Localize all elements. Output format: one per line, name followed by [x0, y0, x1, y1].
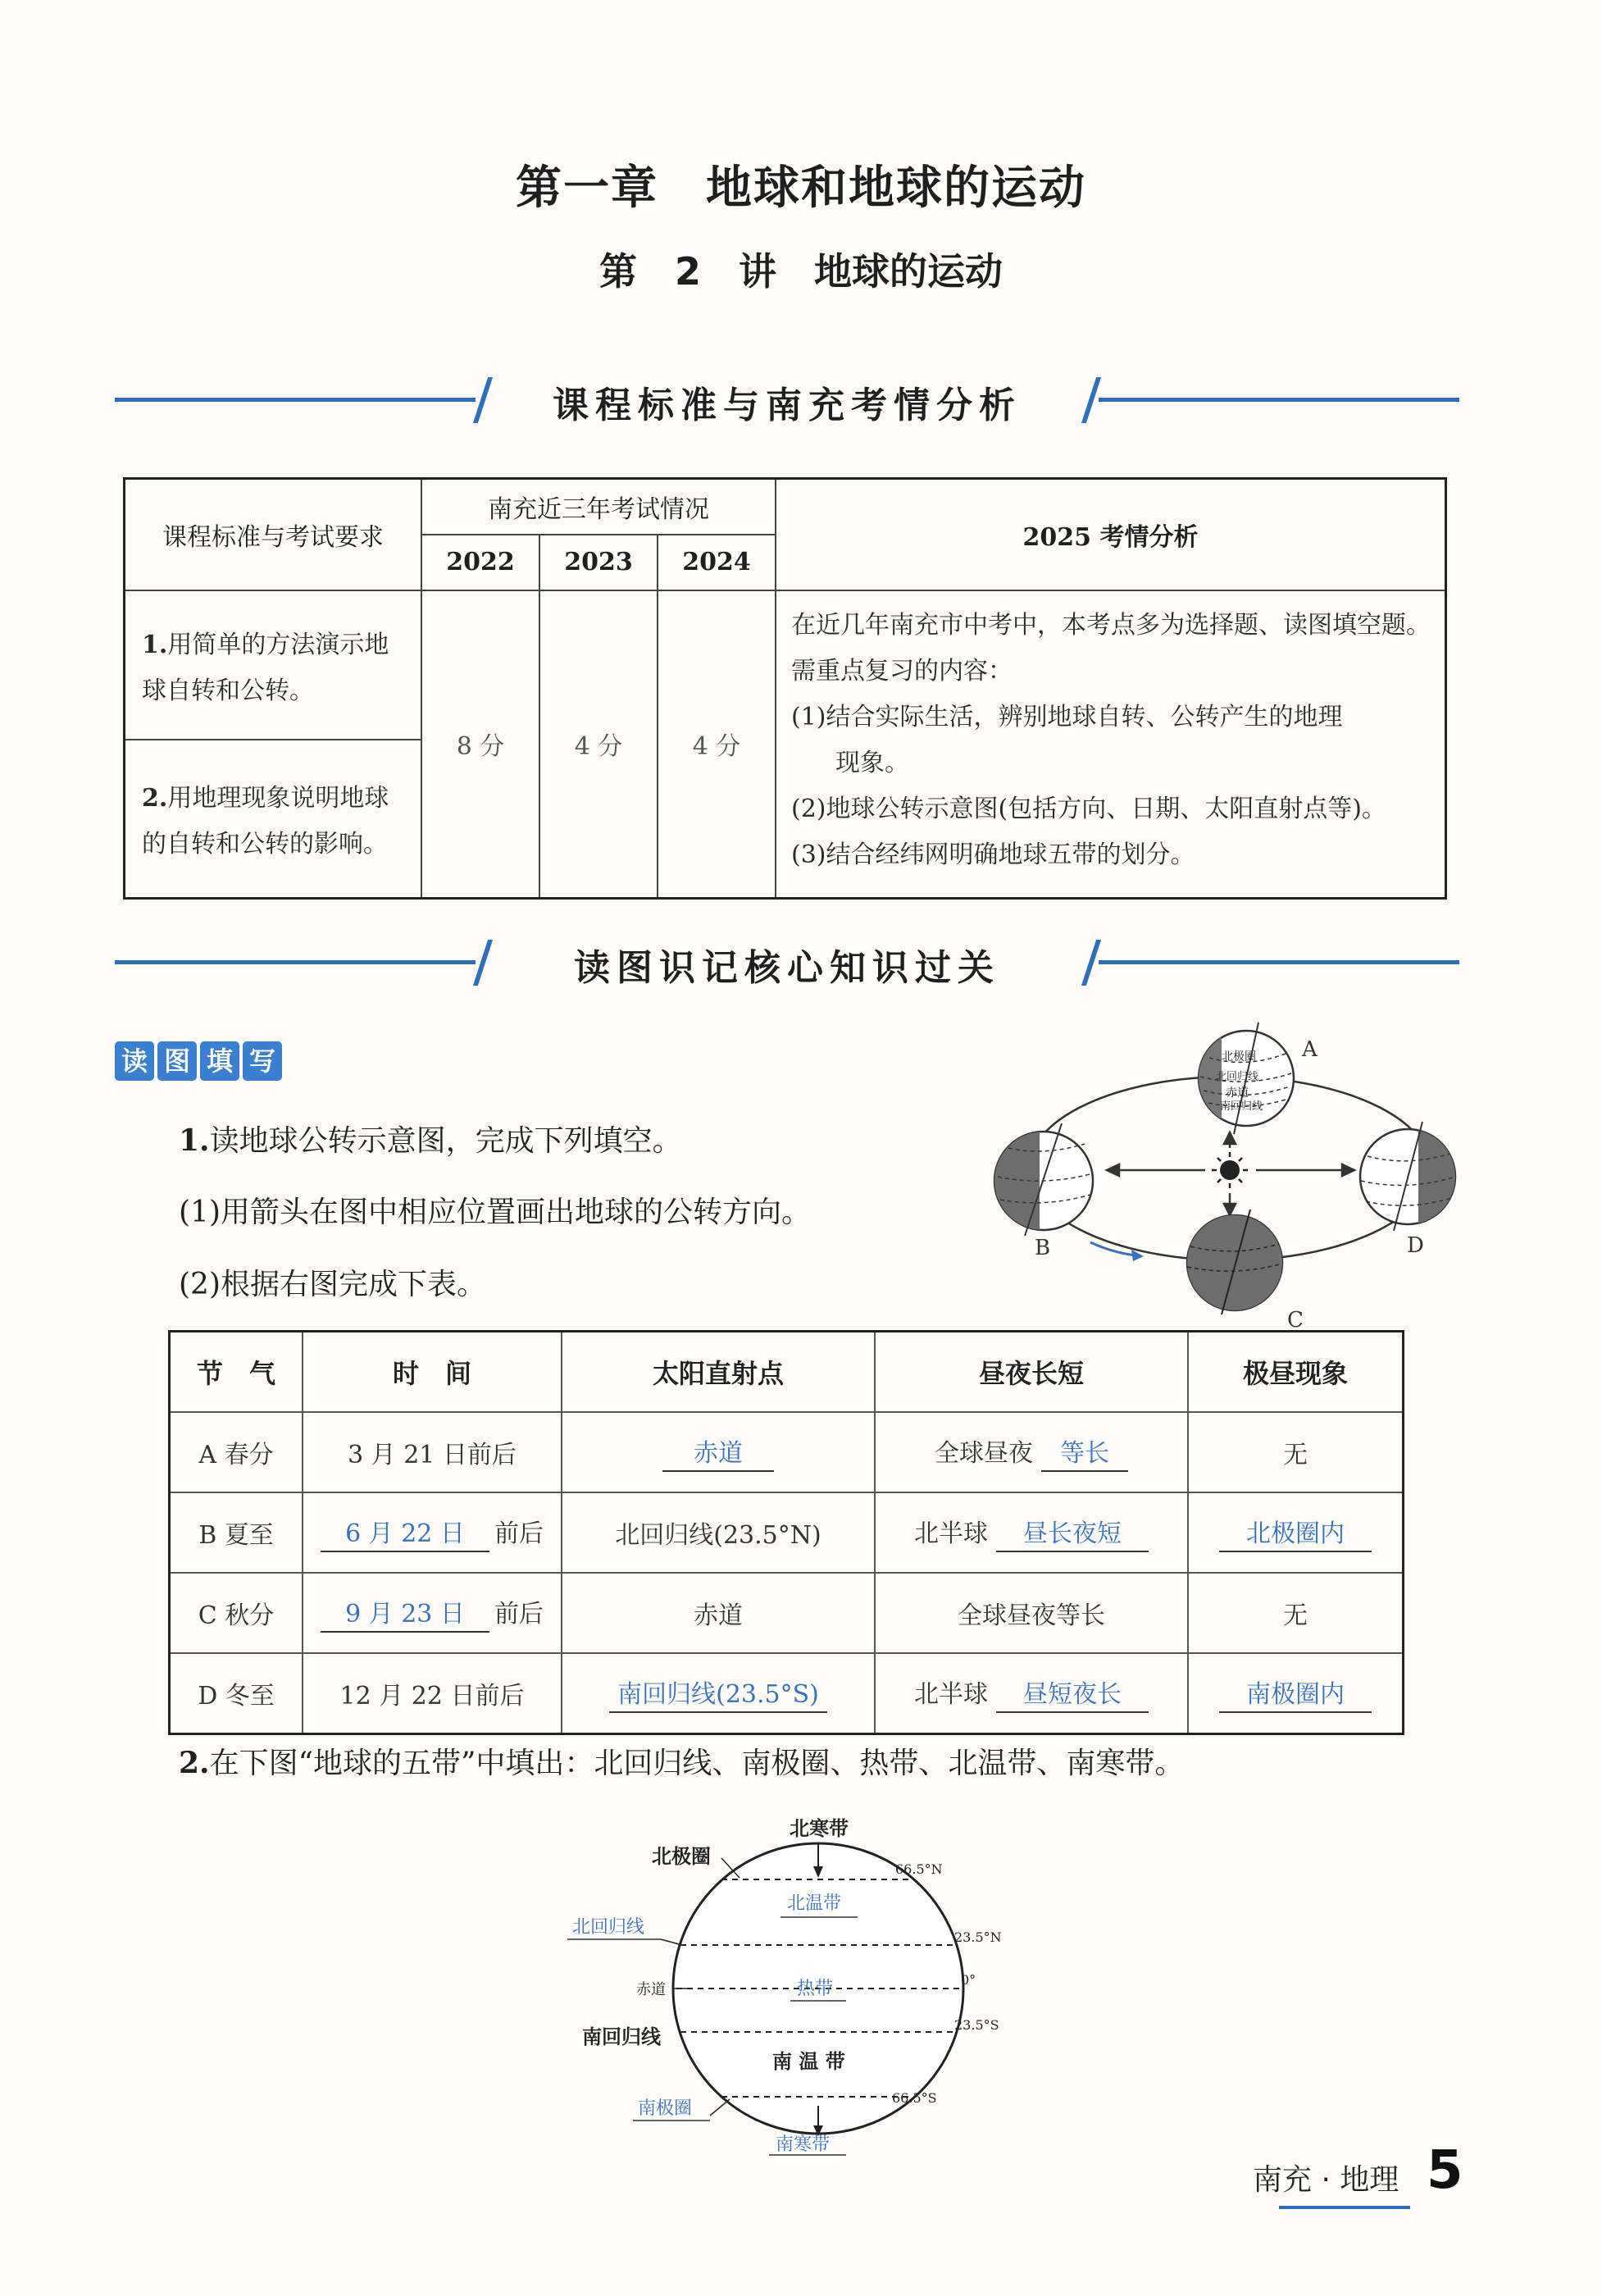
score-2022: 8 分	[421, 590, 539, 899]
question-1-sub-1: (1)用箭头在图中相应位置画出地球的公转方向。	[179, 1196, 811, 1229]
footer-rule	[1279, 2206, 1410, 2209]
row-term: A 春分	[170, 1412, 303, 1492]
tropic-cancer-leader	[661, 1939, 682, 1945]
section-rule-right	[1099, 398, 1459, 402]
row-time	[303, 1492, 562, 1573]
score-2023: 4 分	[539, 590, 658, 899]
answer-fill: 北极圈内	[1219, 1513, 1372, 1552]
antarctic-leader	[710, 2099, 730, 2116]
year-2022: 2022	[421, 535, 539, 590]
chapter-title: 第一章 地球和地球的运动	[516, 162, 1086, 215]
requirement-2	[125, 740, 422, 899]
requirement-num: 2.	[142, 784, 168, 813]
section-rule-left	[115, 398, 476, 402]
row-time	[303, 1412, 562, 1492]
globe-d-label: D	[1407, 1233, 1424, 1258]
lat-23s: 23.5°S	[954, 2017, 999, 2033]
answer-fill: 昼短夜长	[996, 1674, 1149, 1713]
analysis-line: (2)地球公转示意图(包括方向、日期、太阳直射点等)。	[791, 794, 1386, 823]
time-text: 3 月 21 日前后	[348, 1441, 517, 1469]
col-solar-term: 节 气	[170, 1332, 303, 1413]
analysis-cell	[776, 590, 1446, 899]
solar-terms-table	[168, 1330, 1404, 1735]
col-analysis: 2025 考情分析	[776, 479, 1446, 590]
lat-0: 0°	[961, 1972, 976, 1988]
time-text: 前后	[494, 1519, 544, 1548]
table-row	[170, 1412, 1404, 1492]
globe-d	[1360, 1122, 1459, 1231]
analysis-line: 现象。	[835, 748, 909, 777]
lecture-title: 第 2 讲 地球的运动	[598, 249, 1004, 294]
tropic-cancer-fill: 北回归线	[572, 1917, 645, 1938]
question-num: 2.	[179, 1746, 210, 1780]
antarctic-fill: 南极圈	[638, 2098, 693, 2119]
question-num: 1.	[179, 1123, 210, 1158]
analysis-line: (3)结合经纬网明确地球五带的划分。	[791, 840, 1195, 869]
badge-char: 写	[243, 1041, 282, 1081]
row-polar: 无	[1188, 1412, 1404, 1492]
row-sun	[562, 1653, 875, 1734]
answer-fill: 赤道	[662, 1433, 774, 1472]
row-day	[875, 1412, 1188, 1492]
answer-fill: 9 月 23 日	[321, 1593, 489, 1633]
requirement-text: 用简单的方法演示地球自转和公转。	[142, 630, 389, 705]
requirement-1	[125, 590, 422, 740]
year-2024: 2024	[658, 535, 776, 590]
sun-icon	[1212, 1152, 1248, 1188]
globe-c	[1185, 1210, 1287, 1316]
row-day	[875, 1653, 1188, 1734]
equator-label: 赤道	[636, 1981, 666, 1998]
section-title: 读图识记核心知识过关	[574, 947, 1000, 989]
table-row	[170, 1492, 1404, 1573]
tropic-capricorn-label: 南回归线	[582, 2025, 661, 2048]
day-text: 全球昼夜	[935, 1439, 1033, 1468]
row-time	[303, 1653, 562, 1734]
year-2023: 2023	[539, 535, 658, 590]
section-rule-right	[1099, 960, 1459, 964]
col-day-length: 昼夜长短	[875, 1332, 1188, 1413]
answer-fill: 6 月 22 日	[321, 1513, 489, 1552]
section-rule-left	[115, 960, 476, 964]
answer-fill: 南极圈内	[1219, 1674, 1372, 1713]
row-sun: 北回归线(23.5°N)	[562, 1492, 875, 1573]
tropics-fill: 热带	[797, 1979, 834, 1999]
row-day: 全球昼夜等长	[875, 1573, 1188, 1653]
north-temperate-fill: 北温带	[787, 1893, 842, 1914]
curriculum-table	[123, 477, 1447, 900]
globe-a-line-label: 南回归线	[1220, 1100, 1263, 1113]
north-frigid-label: 北寒带	[790, 1817, 849, 1840]
analysis-line: (1)结合实际生活，辨别地球自转、公转产生的地理	[791, 702, 1343, 731]
globe-a-line-label: 北回归线	[1216, 1071, 1259, 1083]
globe-a-line-label: 北极圈	[1222, 1050, 1256, 1064]
row-term: D 冬至	[170, 1653, 303, 1734]
col-polar-day: 极昼现象	[1188, 1332, 1404, 1413]
row-polar: 无	[1188, 1573, 1404, 1653]
question-text: 读地球公转示意图，完成下列填空。	[209, 1124, 682, 1158]
col-time: 时 间	[303, 1332, 562, 1413]
row-day	[875, 1492, 1188, 1573]
globe-a-line-label: 赤道	[1226, 1086, 1249, 1100]
read-fill-badge	[115, 1041, 282, 1081]
requirement-text: 用地理现象说明地球的自转和公转的影响。	[142, 784, 389, 859]
row-time	[303, 1573, 562, 1653]
badge-char: 读	[115, 1041, 154, 1081]
question-2	[179, 1740, 1184, 1782]
time-text: 前后	[494, 1600, 544, 1629]
five-zones-diagram	[558, 1804, 1017, 2157]
col-direct-sun: 太阳直射点	[562, 1332, 875, 1413]
page-number: 5	[1427, 2140, 1463, 2201]
requirement-num: 1.	[142, 630, 168, 659]
south-frigid-fill: 南寒带	[776, 2134, 831, 2155]
question-1-sub-2: (2)根据右图完成下表。	[179, 1268, 486, 1301]
score-2024: 4 分	[658, 590, 776, 899]
row-sun	[562, 1412, 875, 1492]
section-header-curriculum	[115, 371, 1459, 428]
col-requirements: 课程标准与考试要求	[125, 479, 422, 590]
lat-66s: 66.5°S	[892, 2090, 937, 2106]
table-row	[170, 1653, 1404, 1734]
time-text: 12 月 22 日前后	[339, 1682, 525, 1711]
answer-fill: 南回归线(23.5°S)	[609, 1674, 827, 1713]
south-temperate-label: 南 温 带	[772, 2050, 845, 2073]
row-term: B 夏至	[170, 1492, 303, 1573]
row-polar	[1188, 1492, 1404, 1573]
arctic-circle-label: 北极圈	[652, 1845, 711, 1868]
badge-char: 图	[157, 1041, 197, 1081]
badge-char: 填	[200, 1041, 239, 1081]
globe-b-label: B	[1035, 1236, 1051, 1260]
analysis-line: 在近几年南充市中考中，本考点多为选择题、读图填空题。需重点复习的内容：	[791, 610, 1431, 686]
footer-subject: 南充 · 地理	[1253, 2163, 1399, 2197]
section-header-core-knowledge	[115, 933, 1459, 991]
lat-23n: 23.5°N	[954, 1929, 1002, 1945]
globe-a	[1197, 1023, 1294, 1134]
row-polar	[1188, 1653, 1404, 1734]
answer-fill: 等长	[1041, 1433, 1128, 1472]
day-text: 北半球	[914, 1680, 988, 1709]
lat-66n: 66.5°N	[895, 1861, 943, 1877]
table-row	[170, 1573, 1404, 1653]
earth-orbit-diagram	[976, 1013, 1476, 1328]
answer-fill: 昼长夜短	[996, 1513, 1149, 1552]
question-text: 在下图“地球的五带”中填出：北回归线、南极圈、热带、北温带、南寒带。	[209, 1747, 1185, 1780]
day-text: 北半球	[914, 1519, 988, 1548]
globe-b	[992, 1123, 1093, 1236]
row-sun: 赤道	[562, 1573, 875, 1653]
globe-a-label: A	[1302, 1037, 1318, 1062]
row-term: C 秋分	[170, 1573, 303, 1653]
question-1	[179, 1118, 682, 1159]
section-title: 课程标准与南充考情分析	[553, 385, 1022, 426]
globe-c-label: C	[1287, 1308, 1304, 1328]
col-exams: 南充近三年考试情况	[421, 479, 776, 535]
